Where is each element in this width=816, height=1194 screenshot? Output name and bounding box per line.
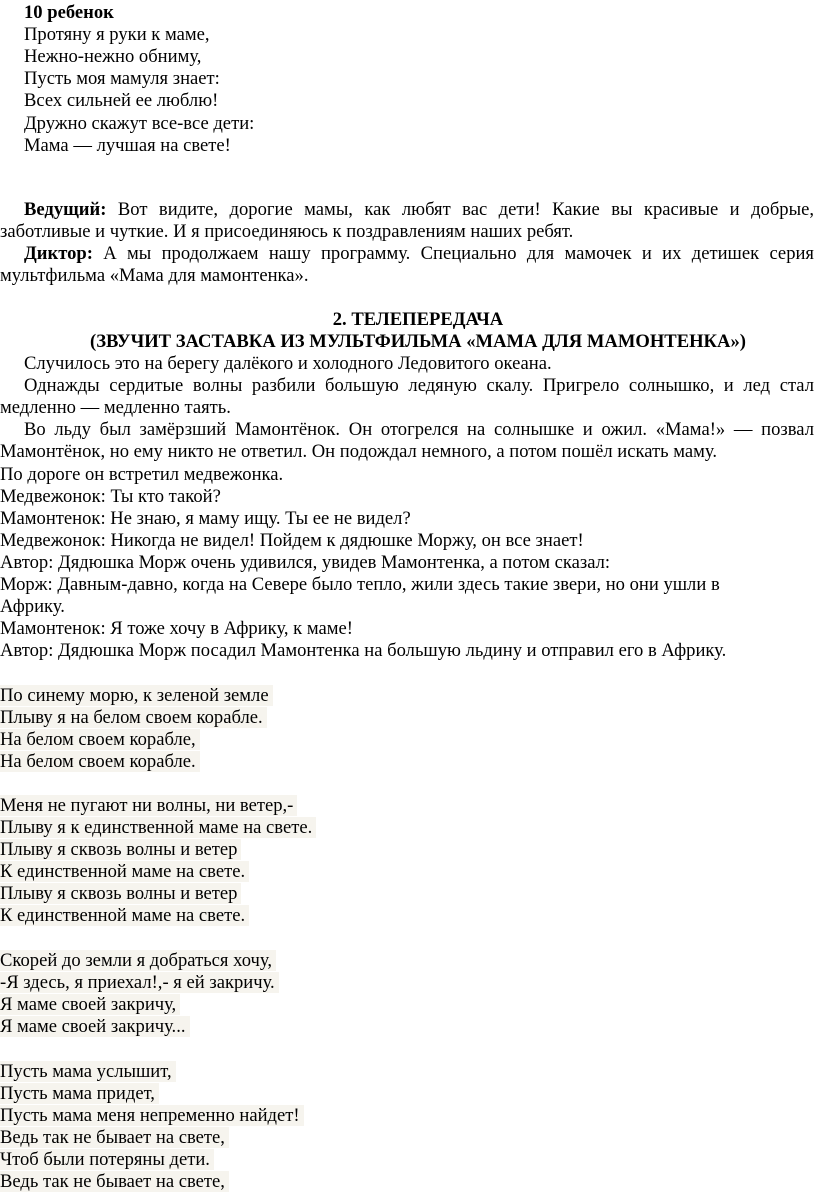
song-line: На белом своем корабле. xyxy=(0,751,200,772)
song-line: На белом своем корабле, xyxy=(0,729,200,750)
host-label: Ведущий: xyxy=(24,199,107,220)
story-paragraph: Во льду был замёрзший Мамонтёнок. Он отогрелся на солнышке и ожил. «Мама!» — позвал xyxy=(24,419,814,440)
song-line: Я маме своей закричу... xyxy=(0,1016,190,1037)
host-paragraph-line1 xyxy=(24,199,814,221)
song-line: Скорей до земли я добраться хочу, xyxy=(0,950,276,971)
story-paragraph: медленно — медленно таять. xyxy=(0,397,231,418)
story-line: По дороге он встретил медвежонка. xyxy=(0,464,284,485)
section-title: 2. ТЕЛЕПЕРЕДАЧА xyxy=(332,309,504,330)
song-line: Я маме своей закричу, xyxy=(0,994,180,1015)
host-paragraph-line2: заботливые и чуткие. И я присоединяюсь к поздравлениям наших ребят. xyxy=(0,221,574,242)
story-line: Автор: Дядюшка Морж посадил Мамонтенка на большую льдину и отправил его в Африку. xyxy=(0,640,727,661)
section-subtitle: (ЗВУЧИТ ЗАСТАВКА ИЗ МУЛЬТФИЛЬМА «МАМА ДЛЯ МАМОНТЕНКА») xyxy=(90,331,746,352)
song-line: Пусть мама услышит, xyxy=(0,1061,176,1082)
announcer-paragraph-line2: мультфильма «Мама для мамонтенка». xyxy=(0,265,309,286)
story-line: Африку. xyxy=(0,596,65,617)
story-paragraph: Мамонтёнок, но ему никто не ответил. Он подождал немного, а потом пошёл искать маму. xyxy=(0,441,718,462)
poem-heading: 10 ребенок xyxy=(24,2,114,23)
story-line: Морж: Давным-давно, когда на Севере было тепло, жили здесь такие звери, но они ушли в xyxy=(0,574,720,595)
song-line: К единственной маме на свете. xyxy=(0,861,249,882)
poem-line: Пусть моя мамуля знает: xyxy=(24,68,220,89)
poem-line: Дружно скажут все-все дети: xyxy=(24,113,255,134)
poem-line: Мама — лучшая на свете! xyxy=(24,135,231,156)
poem-line: Нежно-нежно обниму, xyxy=(24,46,202,67)
song-line: Плыву я сквозь волны и ветер xyxy=(0,839,241,860)
song-line: Плыву я сквозь волны и ветер xyxy=(0,883,241,904)
story-paragraph: Однажды сердитые волны разбили большую ледяную скалу. Пригрело солнышко, и лед стал xyxy=(24,375,814,396)
song-line: Меня не пугают ни волны, ни ветер,- xyxy=(0,795,297,816)
announcer-text: А мы продолжаем нашу программу. Специально для мамочек и их детишек серия xyxy=(103,243,814,264)
announcer-label: Диктор: xyxy=(24,243,93,264)
announcer-paragraph-line1 xyxy=(24,243,814,265)
story-line: Мамонтенок: Я тоже хочу в Африку, к маме! xyxy=(0,618,353,639)
song-line: Ведь так не бывает на свете, xyxy=(0,1171,229,1192)
story-line: Медвежонок: Никогда не видел! Пойдем к дядюшке Моржу, он все знает! xyxy=(0,530,584,551)
story-line: Мамонтенок: Не знаю, я маму ищу. Ты ее не видел? xyxy=(0,508,411,529)
poem-line: Всех сильней ее люблю! xyxy=(24,90,219,111)
song-line: Плыву я к единственной маме на свете. xyxy=(0,817,316,838)
song-line: Чтоб были потеряны дети. xyxy=(0,1149,214,1170)
story-paragraph: Случилось это на берегу далёкого и холодного Ледовитого океана. xyxy=(24,353,552,374)
song-line: Пусть мама придет, xyxy=(0,1083,159,1104)
host-text: Вот видите, дорогие мамы, как любят вас дети! Какие вы красивые и добрые, xyxy=(117,199,814,220)
song-line: Плыву я на белом своем корабле. xyxy=(0,707,267,728)
story-line: Медвежонок: Ты кто такой? xyxy=(0,486,221,507)
song-line: -Я здесь, я приехал!,- я ей закричу. xyxy=(0,972,279,993)
poem-line: Протяну я руки к маме, xyxy=(24,24,210,45)
song-line: К единственной маме на свете. xyxy=(0,905,249,926)
song-line: По синему морю, к зеленой земле xyxy=(0,685,273,706)
story-line: Автор: Дядюшка Морж очень удивился, увидев Мамонтенка, а потом сказал: xyxy=(0,552,611,573)
song-line: Ведь так не бывает на свете, xyxy=(0,1127,229,1148)
song-line: Пусть мама меня непременно найдет! xyxy=(0,1105,304,1126)
